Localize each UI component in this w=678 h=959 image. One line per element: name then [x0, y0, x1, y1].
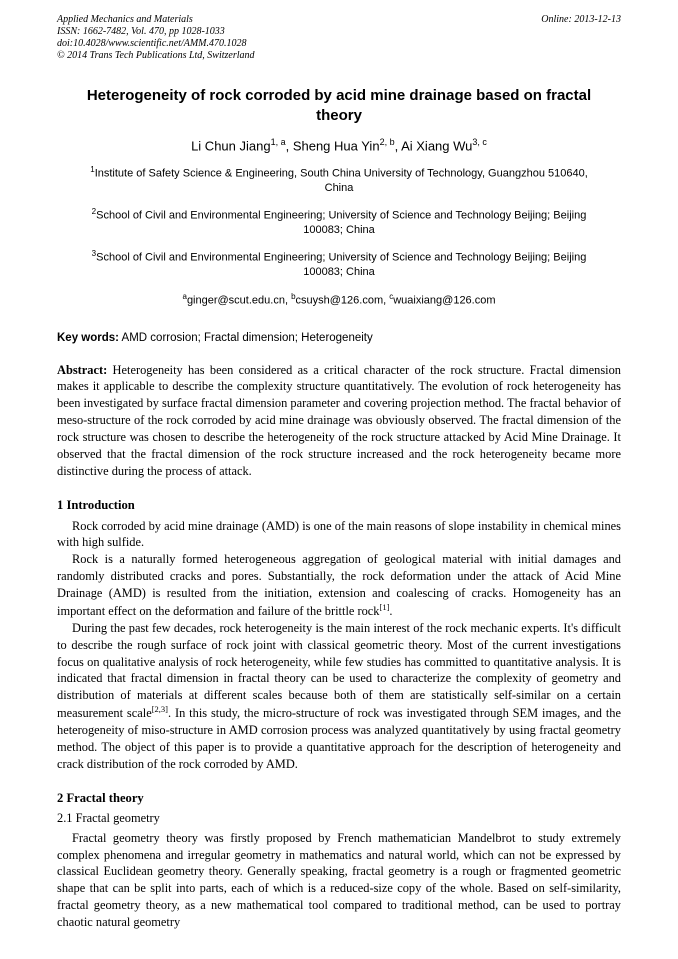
journal-header	[57, 14, 621, 62]
section-heading-introduction: 1 Introduction	[57, 497, 135, 512]
author-1-name: Li Chun Jiang	[191, 137, 271, 153]
affiliation-3	[75, 249, 603, 279]
author-2-name: , Sheng Hua Yin	[285, 137, 380, 153]
keywords-line	[57, 332, 621, 344]
email-2-superscript: b	[291, 291, 296, 301]
author-3-superscript: 3, c	[472, 136, 487, 147]
reference-marker-1: [1]	[379, 601, 390, 612]
online-date: Online: 2013-12-13	[541, 14, 621, 25]
affiliation-2-superscript: 2	[91, 207, 97, 217]
affiliation-1-superscript: 1	[90, 164, 95, 174]
intro-paragraph-3-text: During the past few decades, rock heterogeneity is the main interest of the rock mechanic experts. It's difficult to describe the rough surface of rock joint with classical geometric theory. Most of the current investigations focus on qualitative analysis of rock heterogeneity, while few studies has committed to quantitative analysis. It is indicated that fractal dimension in fractal theory can be used to characterize the complexity of geometry and distribution of materials at different scales because both of them are statistically self-similar on a certain measurement scale	[57, 620, 621, 721]
affiliation-3-text: School of Civil and Environmental Engineering; University of Science and Technology Beijing; Beijing 100083; China	[96, 251, 587, 279]
affiliation-1	[75, 165, 603, 195]
journal-info-block	[57, 14, 255, 62]
email-2-address: csuysh@126.com,	[295, 294, 390, 307]
intro-paragraph-3	[57, 620, 621, 773]
keywords-label: Key words:	[57, 331, 119, 344]
issn-line: ISSN: 1662-7482, Vol. 470, pp 1028-1033	[57, 26, 225, 37]
paper-title: Heterogeneity of rock corroded by acid mine drainage based on fractal theory	[86, 87, 592, 125]
author-2-superscript: 2, b	[379, 136, 395, 147]
subsection-heading-fractal-geometry: 2.1 Fractal geometry	[57, 810, 160, 825]
affiliation-3-superscript: 3	[91, 249, 97, 259]
copyright-line: © 2014 Trans Tech Publications Ltd, Switzerland	[57, 50, 255, 61]
abstract-text: Heterogeneity has been considered as a critical character of the rock structure. Fractal dimension makes it applicable to describe the complexity structure quantitatively. The evolution of rock heterogeneity has been investigated by surface fractal dimension parameter and covering projection method. The fractal behavior of meso-structure of the rock corroded by acid mine drainage was obviously observed. The fractal dimension of the rock structure was chosen to describe the heterogeneity of the rock structure attacked by Acid Mine Drainage. It observed that the fractal dimension of the rock structure increased and the rock heterogeneity became more distinctive during the process of attack.	[57, 362, 621, 478]
email-1-address: ginger@scut.edu.cn,	[186, 294, 292, 307]
abstract-label: Abstract:	[57, 362, 108, 377]
reference-marker-2-3: [2,3]	[151, 704, 168, 715]
author-1-superscript: 1, a	[270, 136, 286, 147]
email-1-superscript: a	[182, 291, 187, 301]
author-3-name: , Ai Xiang Wu	[394, 137, 473, 153]
abstract	[57, 362, 621, 480]
intro-paragraph-2	[57, 551, 621, 620]
doi-line: doi:10.4028/www.scientific.net/AMM.470.1028	[57, 38, 247, 49]
affiliation-2	[75, 207, 603, 237]
intro-paragraph-1: Rock corroded by acid mine drainage (AMD) is one of the main reasons of slope instability in chemical mines with high sulfide.	[57, 518, 621, 550]
affiliation-1-text: Institute of Safety Science & Engineering, South China University of Technology, Guangzhou 510640, China	[94, 167, 588, 194]
email-3-address: wuaixiang@126.com	[393, 294, 496, 307]
intro-paragraph-2-tail: .	[389, 603, 393, 618]
authors-line	[57, 137, 621, 153]
section-heading-fractal-theory: 2 Fractal theory	[57, 790, 144, 805]
journal-name: Applied Mechanics and Materials	[57, 14, 193, 25]
fractal-paragraph-1: Fractal geometry theory was firstly proposed by French mathematician Mandelbrot to study extremely complex phenomena and irregular geometry in mathematics and natural world, which can not be expressed by classical Euclidean geometry theory. Generally speaking, fractal geometry is a rough or fragmented geometric shape that can be split into parts, each of which is a reduced-size copy of the whole. Based on self-similarity, fractal geometry theory, as a new mathematical tool compared to traditional method, can be used to portray chaotic natural geometry	[57, 830, 621, 929]
emails-line	[75, 292, 603, 308]
keywords-text: AMD corrosion; Fractal dimension; Heterogeneity	[119, 331, 373, 344]
intro-paragraph-3-tail: . In this study, the micro-structure of rock was investigated through SEM images, and the heterogeneity of miso-structure in AMD corrosion process was analyzed quantitatively by using fractal geometry method. The object of this paper is to provide a quantitative approach for the description of heterogeneity and crack distribution of the rock corroded by AMD.	[57, 706, 621, 771]
intro-paragraph-2-text: Rock is a naturally formed heterogeneous aggregation of geological material with initial damages and randomly distributed cracks and pores. Substantially, the rock deformation under the attack of Acid Mine Drainage (AMD) is resulted from the initiation, extension and coalescing of cracks. Homogeneity has an important effect on the deformation and failure of the brittle rock	[57, 552, 621, 618]
affiliation-2-text: School of Civil and Environmental Engineering; University of Science and Technology Beijing; Beijing 100083; China	[96, 209, 587, 237]
email-3-superscript: c	[389, 291, 394, 301]
